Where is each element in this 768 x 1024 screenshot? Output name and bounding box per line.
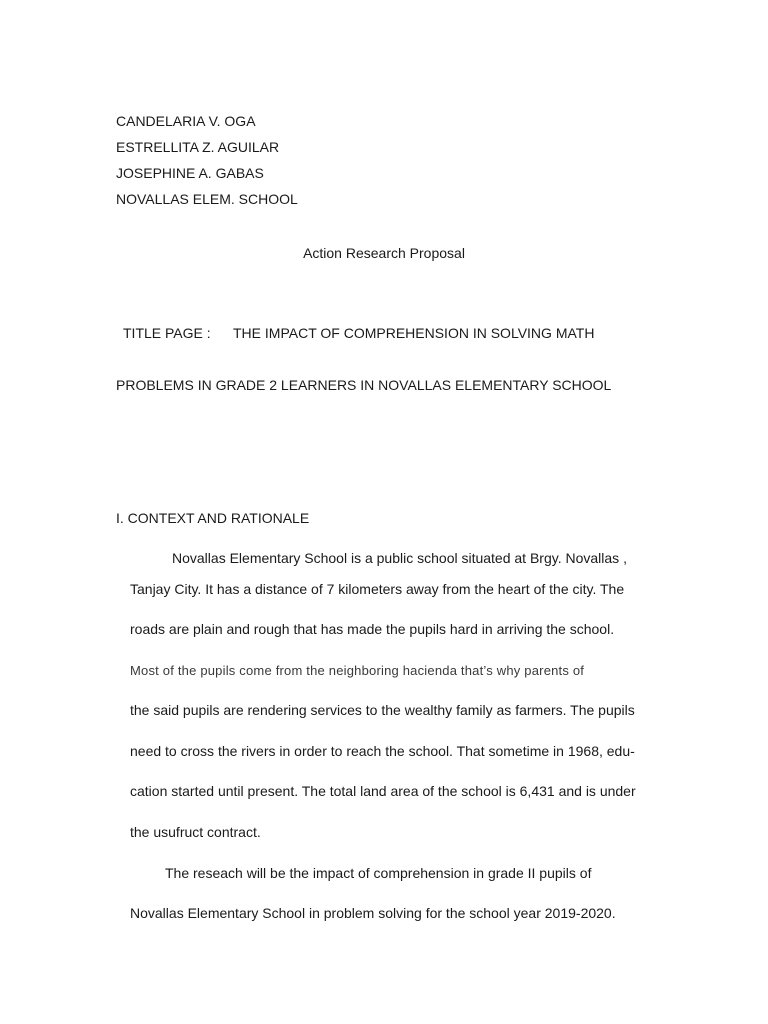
author-name: JOSEPHINE A. GABAS xyxy=(116,165,264,181)
paragraph-line: Novallas Elementary School is a public school situated at Brgy. Novallas , xyxy=(172,550,627,566)
paragraph-line: cation started until present. The total land area of the school is 6,431 and is under xyxy=(130,783,636,799)
paragraph-line: Novallas Elementary School in problem solving for the school year 2019-2020. xyxy=(130,905,616,921)
paragraph-line: The reseach will be the impact of comprehension in grade II pupils of xyxy=(165,865,592,881)
school-name: NOVALLAS ELEM. SCHOOL xyxy=(116,191,298,207)
paragraph-line: Tanjay City. It has a distance of 7 kilometers away from the heart of the city. The xyxy=(130,581,625,597)
title-label: TITLE PAGE : xyxy=(123,325,211,341)
document-type: Action Research Proposal xyxy=(303,245,465,261)
section-heading: I. CONTEXT AND RATIONALE xyxy=(116,510,310,526)
paragraph-line: the said pupils are rendering services to the wealthy family as farmers. The pupils xyxy=(130,702,635,718)
paragraph-line: need to cross the rivers in order to reach the school. That sometime in 1968, edu- xyxy=(130,743,635,759)
title-line-1 xyxy=(123,325,594,341)
title-line-2: PROBLEMS IN GRADE 2 LEARNERS IN NOVALLAS ELEMENTARY SCHOOL xyxy=(116,377,612,393)
author-name: CANDELARIA V. OGA xyxy=(116,113,256,129)
paragraph-line: the usufruct contract. xyxy=(130,824,261,840)
paragraph-line: roads are plain and rough that has made the pupils hard in arriving the school. xyxy=(130,621,615,637)
paragraph-line: Most of the pupils come from the neighboring hacienda that’s why parents of xyxy=(130,663,585,678)
author-name: ESTRELLITA Z. AGUILAR xyxy=(116,139,280,155)
title-text-1: THE IMPACT OF COMPREHENSION IN SOLVING MATH xyxy=(233,325,595,341)
